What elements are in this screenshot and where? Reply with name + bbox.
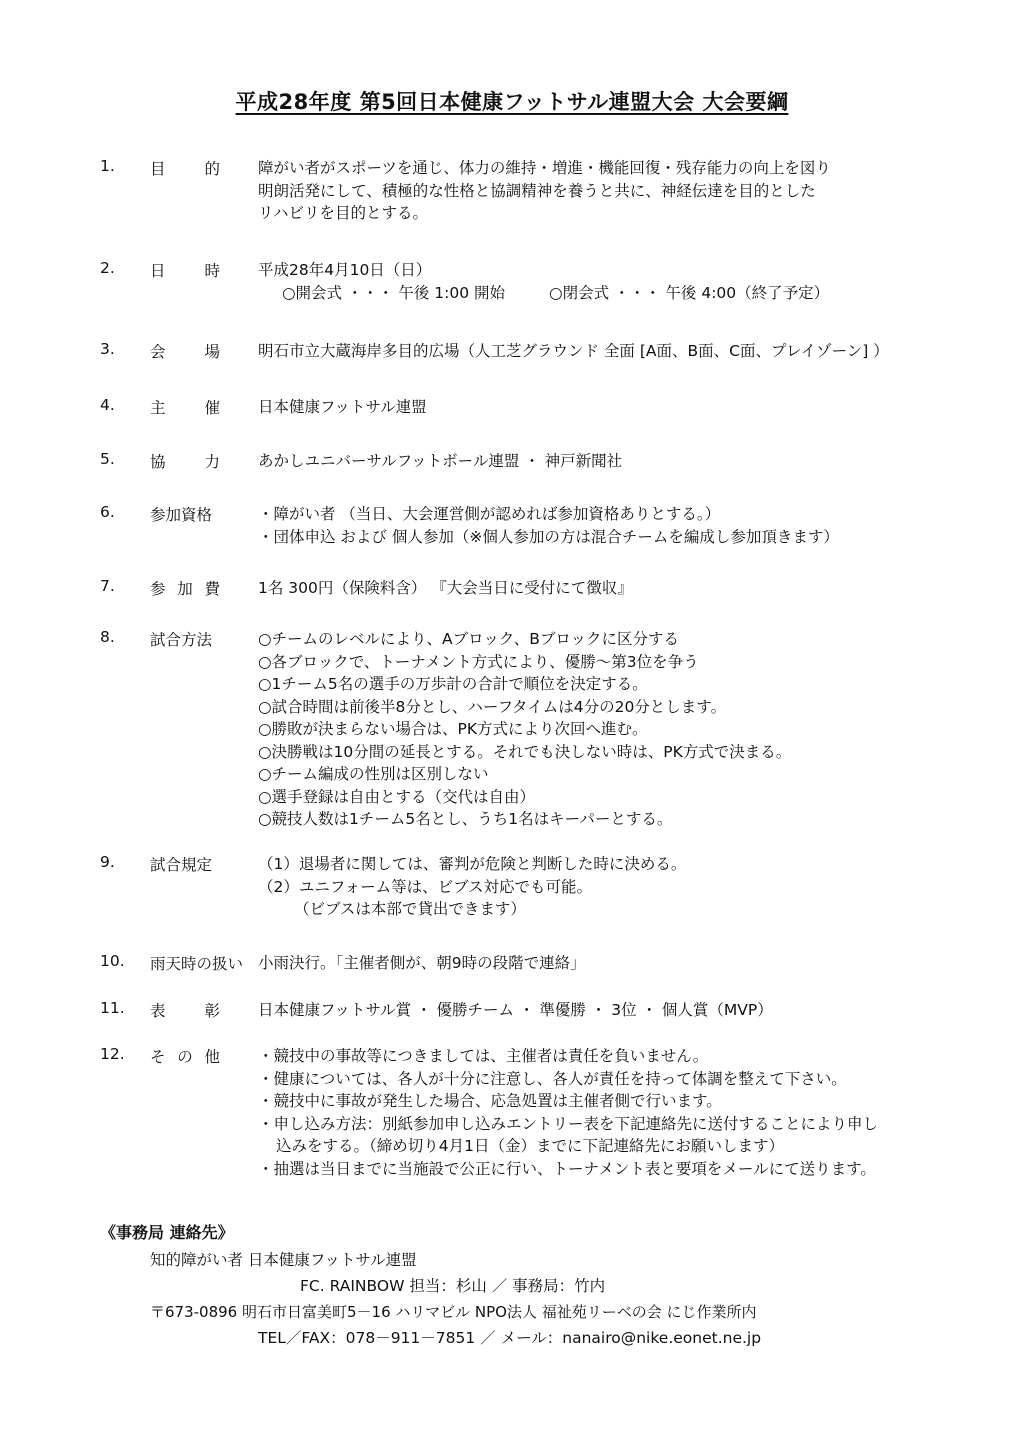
content-line: （1）退場者に関しては、審判が危険と判断した時に決める。 bbox=[258, 855, 687, 873]
content-line: ○競技人数は1チーム5名とし、うち1名はキーパーとする。 bbox=[258, 810, 673, 828]
page-title-text: 平成28年度 第5回日本健康フットサル連盟大会 大会要綱 bbox=[235, 90, 789, 114]
section-content bbox=[258, 259, 948, 304]
section-label: そ の 他 bbox=[150, 1048, 220, 1066]
content-line: ○勝敗が決まらない場合は、PK方式により次回へ進む。 bbox=[258, 720, 648, 738]
content-line: ○チーム編成の性別は区別しない bbox=[258, 765, 489, 783]
content-line: ○試合時間は前後半8分とし、ハーフタイムは4分の20分とします。 bbox=[258, 697, 727, 716]
content-line: （ビブスは本部で貸出できます） bbox=[294, 900, 526, 918]
section-number: 7. bbox=[100, 577, 115, 595]
content-line: 日本健康フットサル連盟 bbox=[258, 398, 427, 416]
content-line: 障がい者がスポーツを通じ、体力の維持・増進・機能回復・残存能力の向上を図り bbox=[258, 159, 831, 177]
section-label: 会 場 bbox=[150, 343, 220, 361]
section-number: 3. bbox=[100, 340, 115, 358]
section-number: 2. bbox=[100, 259, 115, 277]
section-number: 9. bbox=[100, 853, 115, 871]
section-label: 目 的 bbox=[150, 160, 220, 178]
content-line: 明朗活発にして、積極的な性格と協調精神を養うと共に、神経伝達を目的とした bbox=[258, 181, 816, 200]
contact-heading: 《事務局 連絡先》 bbox=[100, 1223, 234, 1242]
section-content bbox=[258, 577, 948, 600]
section-number: 12. bbox=[100, 1045, 125, 1063]
content-line: ○決勝戦は10分間の延長とする。それでも決しない時は、PK方式で決まる。 bbox=[258, 742, 792, 761]
section-content bbox=[258, 503, 948, 548]
content-line: 小雨決行。「主催者側が、朝9時の段階で連絡」 bbox=[258, 954, 586, 972]
content-line: ○1チーム5名の選手の万歩計の合計で順位を決定する。 bbox=[258, 675, 648, 693]
section-label: 日 時 bbox=[150, 262, 220, 280]
content-line: ・競技中に事故が発生した場合、応急処置は主催者側で行います。 bbox=[258, 1092, 722, 1110]
content-line: （2）ユニフォーム等は、ビブス対応でも可能。 bbox=[258, 877, 592, 896]
contact-org: 知的障がい者 日本健康フットサル連盟 bbox=[150, 1251, 417, 1269]
section-label: 主 催 bbox=[150, 399, 220, 417]
section-number: 10. bbox=[100, 952, 125, 970]
content-line: ○選手登録は自由とする（交代は自由） bbox=[258, 787, 536, 806]
content-line: ・抽選は当日までに当施設で公正に行い、トーナメント表と要項をメールにて送ります。 bbox=[258, 1159, 876, 1178]
page-title bbox=[0, 86, 1024, 116]
content-line: リハビリを目的とする。 bbox=[258, 204, 429, 222]
content-line: ○各ブロックで、トーナメント方式により、優勝～第3位を争う bbox=[258, 652, 699, 671]
section-content bbox=[258, 450, 948, 473]
content-line: ・健康については、各人が十分に注意し、各人が責任を持って体調を整えて下さい。 bbox=[258, 1069, 847, 1088]
section-number: 1. bbox=[100, 157, 115, 175]
section-label: 協 力 bbox=[150, 453, 220, 471]
section-content bbox=[258, 952, 948, 975]
section-number: 6. bbox=[100, 503, 115, 521]
contact-tel-mail: TEL／FAX：078－911－7851 ／ メール：nanairo@nike.eonet.ne.jp bbox=[258, 1329, 762, 1347]
content-line: ・申し込み方法：別紙参加申し込みエントリー表を下記連絡先に送付することにより申し bbox=[258, 1114, 879, 1133]
ceremony-times bbox=[258, 282, 948, 305]
content-line: 平成28年4月10日（日） bbox=[258, 261, 432, 279]
content-line: 1名 300円（保険料含） 『大会当日に受付にて徴収』 bbox=[258, 579, 633, 597]
content-line: ○チームのレベルにより、Aブロック、Bブロックに区分する bbox=[258, 630, 680, 648]
contact-address: 〒673-0896 明石市日富美町5－16 ハリマビル NPO法人 福祉苑リーベの会 にじ作業所内 bbox=[150, 1303, 757, 1321]
section-label: 参 加 費 bbox=[150, 580, 220, 598]
section-content bbox=[258, 853, 948, 921]
section-number: 11. bbox=[100, 999, 125, 1017]
content-line: ・団体申込 および 個人参加（※個人参加の方は混合チームを編成し参加頂きます） bbox=[258, 527, 839, 546]
section-content bbox=[258, 157, 948, 225]
content-line: 日本健康フットサル賞 ・ 優勝チーム ・ 準優勝 ・ 3位 ・ 個人賞（MVP） bbox=[258, 1001, 773, 1019]
opening-ceremony: ○開会式 ・・・ 午後 1:00 開始 bbox=[282, 283, 506, 302]
section-content bbox=[258, 1045, 948, 1180]
section-number: 8. bbox=[100, 628, 115, 646]
section-content bbox=[258, 999, 948, 1022]
section-number: 5. bbox=[100, 450, 115, 468]
section-label: 参加資格 bbox=[150, 506, 213, 524]
content-line: ・障がい者 （当日、大会運営側が認めれば参加資格ありとする。） bbox=[258, 505, 721, 523]
content-line: ・競技中の事故等につきましては、主催者は責任を負いません。 bbox=[258, 1047, 709, 1065]
closing-ceremony: ○閉会式 ・・・ 午後 4:00（終了予定） bbox=[549, 283, 830, 302]
contact-team: FC. RAINBOW 担当：杉山 ／ 事務局：竹内 bbox=[300, 1277, 606, 1295]
content-line: 込みをする。（締め切り4月1日（金）までに下記連絡先にお願いします） bbox=[276, 1137, 784, 1155]
section-number: 4. bbox=[100, 396, 115, 414]
content-line: 明石市立大蔵海岸多目的広場（人工芝グラウンド 全面 [A面、B面、C面、プレイゾーン] ） bbox=[258, 342, 889, 360]
content-line: あかしユニバーサルフットボール連盟 ・ 神戸新聞社 bbox=[258, 452, 623, 470]
section-content bbox=[258, 340, 948, 363]
section-label: 試合規定 bbox=[150, 856, 213, 874]
section-label: 試合方法 bbox=[150, 631, 213, 649]
section-label: 表 彰 bbox=[150, 1002, 220, 1020]
section-content bbox=[258, 628, 948, 831]
section-label: 雨天時の扱い bbox=[150, 955, 244, 973]
section-content bbox=[258, 396, 948, 419]
